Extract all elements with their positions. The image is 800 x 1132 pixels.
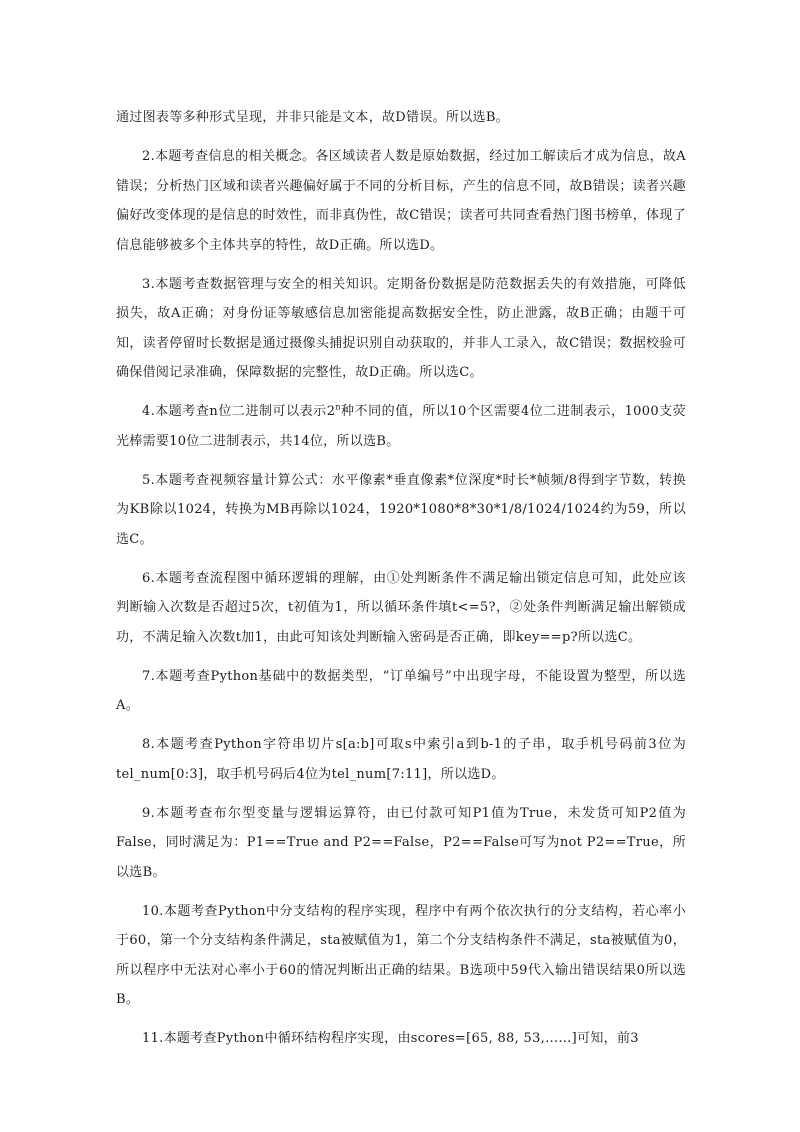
paragraph-q10: 10.本题考查Python中分支结构的程序实现，程序中有两个依次执行的分支结构，若心率小于60，第一个分支结构条件满足，sta被赋值为1，第二个分支结构条件不满足，sta被赋值为0，所以程序中无法对心率小于60的情况判断出正确的结果。B选项中59代入输出错误结果0所以选B。 <box>116 903 686 1007</box>
paragraph-q7: 7.本题考查Python基础中的数据类型，“订单编号”中出现字母，不能设置为整型，所以选A。 <box>116 668 686 713</box>
q4-superscript: n <box>335 402 341 412</box>
paragraph-q4 <box>116 397 686 456</box>
paragraph-q11: 11.本题考查Python中循环结构程序实现，由scores=[65, 88, 53,……]可知，前3 <box>142 1031 639 1046</box>
q4-text-b: 种不同的值，所以10个区需要4位二进制表示，1000支荧光棒需要10位二进制表示，共14位，所以选B。 <box>116 404 686 449</box>
paragraph-q9: 9.本题考查布尔型变量与逻辑运算符，由已付款可知P1值为True，未发货可知P2值为False，同时满足为：P1==True and P2==False，P2==False可写为not P2==True，所以选B。 <box>116 805 686 880</box>
paragraph-q5: 5.本题考查视频容量计算公式：水平像素*垂直像素*位深度*时长*帧频/8得到字节数，转换为KB除以1024，转换为MB再除以1024，1920*1080*8*30*1/8/1024/1024约为59，所以选C。 <box>116 472 686 547</box>
paragraph-q8: 8.本题考查Python字符串切片s[a:b]可取s中索引a到b-1的子串，取手机号码前3位为tel_num[0:3]，取手机号码后4位为tel_num[7:11]，所以选D。 <box>116 737 686 782</box>
q4-text-a: 4.本题考查n位二进制可以表示2 <box>142 404 336 419</box>
paragraph-1-continuation: 通过图表等多种形式呈现，并非只能是文本，故D错误。所以选B。 <box>116 110 509 125</box>
paragraph-q2: 2.本题考查信息的相关概念。各区域读者人数是原始数据，经过加工解读后才成为信息，故A错误；分析热门区域和读者兴趣偏好属于不同的分析目标，产生的信息不同，故B错误；读者兴趣偏好改变体现的是信息的时效性，而非真伪性，故C错误；读者可共同查看热门图书榜单，体现了信息能够被多个主体共享的特性，故D正确。所以选D。 <box>116 149 686 253</box>
answer-explanations <box>116 103 686 1063</box>
paragraph-q3: 3.本题考查数据管理与安全的相关知识。定期备份数据是防范数据丢失的有效措施，可降低损失，故A正确；对身份证等敏感信息加密能提高数据安全性，防止泄露，故B正确；由题干可知，读者停留时长数据是通过摄像头捕捉识别自动获取的，并非人工录入，故C错误；数据校验可确保借阅记录准确，保障数据的完整性，故D正确。所以选C。 <box>116 276 686 380</box>
paragraph-q6: 6.本题考查流程图中循环逻辑的理解，由①处判断条件不满足输出锁定信息可知，此处应该判断输入次数是否超过5次，t初值为1，所以循环条件填t<=5?，②处条件判断满足输出解锁成功，不满足输入次数t加1，由此可知该处判断输入密码是否正确，即key==p?所以选C。 <box>116 570 686 645</box>
